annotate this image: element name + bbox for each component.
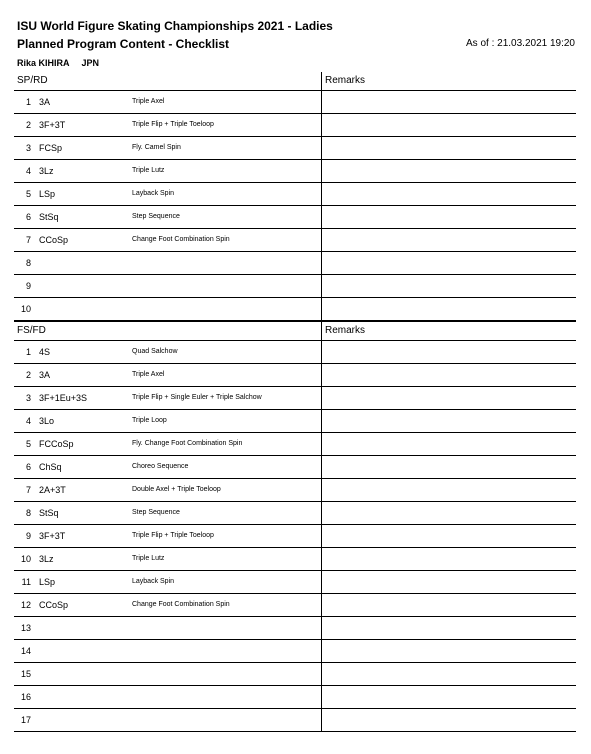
element-number: 1 [25, 97, 31, 107]
element-code: 3A [39, 370, 51, 380]
table-row [14, 229, 576, 252]
table-row [14, 548, 576, 571]
element-number: 2 [25, 120, 31, 130]
table-row [14, 456, 576, 479]
element-number: 7 [25, 235, 31, 245]
table-row [14, 571, 576, 594]
element-code: 3A [39, 97, 51, 107]
table-row [14, 410, 576, 433]
element-number: 16 [20, 692, 31, 702]
element-code: CCoSp [39, 600, 69, 610]
element-number: 8 [25, 258, 31, 268]
element-number: 14 [20, 646, 31, 656]
element-number: 1 [25, 347, 31, 357]
table-row [14, 160, 576, 183]
table-row [14, 364, 576, 387]
section-label: SP/RD [17, 75, 48, 86]
element-number: 6 [25, 212, 31, 222]
table-row [14, 252, 576, 275]
element-description: Change Foot Combination Spin [132, 236, 230, 243]
element-description: Triple Flip + Triple Toeloop [132, 121, 214, 128]
skater-nation: JPN [81, 58, 100, 68]
element-description: Triple Loop [132, 417, 167, 424]
element-number: 13 [20, 623, 31, 633]
element-code: CCoSp [39, 235, 69, 245]
element-number: 12 [20, 600, 31, 610]
table-row [14, 275, 576, 298]
element-description: Layback Spin [132, 578, 175, 585]
remarks-header: Remarks [325, 75, 366, 86]
element-description: Step Sequence [132, 213, 180, 220]
table-row [14, 479, 576, 502]
element-description: Quad Salchow [132, 348, 178, 355]
free-skating-header [14, 321, 576, 341]
short-program-section [14, 72, 576, 321]
table-row [14, 387, 576, 410]
element-number: 7 [25, 485, 31, 495]
element-number: 3 [25, 393, 31, 403]
table-row [14, 663, 576, 686]
element-code: 3F+3T [39, 531, 66, 541]
table-row [14, 709, 576, 732]
element-code: LSp [39, 189, 56, 199]
table-row [14, 525, 576, 548]
element-number: 10 [20, 554, 31, 564]
element-rows [14, 341, 576, 732]
element-number: 6 [25, 462, 31, 472]
skater-info [17, 57, 99, 69]
element-description: Triple Lutz [132, 167, 165, 174]
element-description: Triple Axel [132, 98, 165, 105]
element-code: 3Lz [39, 166, 54, 176]
element-description: Fly. Camel Spin [132, 144, 181, 151]
element-code: FCSp [39, 143, 63, 153]
element-number: 4 [25, 416, 31, 426]
element-description: Step Sequence [132, 509, 180, 516]
element-description: Layback Spin [132, 190, 175, 197]
remarks-header: Remarks [325, 325, 366, 336]
table-row [14, 640, 576, 663]
document-title: ISU World Figure Skating Championships 2021 - Ladies [17, 19, 333, 33]
element-number: 17 [20, 715, 31, 725]
element-number: 15 [20, 669, 31, 679]
table-row [14, 433, 576, 456]
element-number: 9 [25, 281, 31, 291]
element-number: 8 [25, 508, 31, 518]
element-code: ChSq [39, 462, 62, 472]
element-description: Double Axel + Triple Toeloop [132, 486, 221, 493]
element-number: 9 [25, 531, 31, 541]
element-code: 3F+1Eu+3S [39, 393, 88, 403]
table-row [14, 114, 576, 137]
table-row [14, 617, 576, 640]
table-row [14, 686, 576, 709]
element-description: Triple Flip + Single Euler + Triple Salchow [132, 394, 262, 401]
element-rows [14, 91, 576, 321]
short-program-header [14, 72, 576, 91]
as-of-timestamp: As of : 21.03.2021 19:20 [466, 38, 575, 49]
table-row [14, 91, 576, 114]
element-description: Triple Axel [132, 371, 165, 378]
element-code: StSq [39, 508, 59, 518]
element-number: 3 [25, 143, 31, 153]
table-row [14, 594, 576, 617]
table-row [14, 298, 576, 321]
element-code: 4S [39, 347, 51, 357]
element-number: 5 [25, 189, 31, 199]
table-row [14, 183, 576, 206]
element-number: 5 [25, 439, 31, 449]
element-description: Change Foot Combination Spin [132, 601, 230, 608]
element-description: Triple Lutz [132, 555, 165, 562]
element-code: 3F+3T [39, 120, 66, 130]
element-description: Fly. Change Foot Combination Spin [132, 440, 243, 447]
element-description: Triple Flip + Triple Toeloop [132, 532, 214, 539]
table-row [14, 502, 576, 525]
document-subtitle: Planned Program Content - Checklist [17, 37, 230, 51]
element-number: 4 [25, 166, 31, 176]
element-code: 3Lz [39, 554, 54, 564]
element-code: FCCoSp [39, 439, 74, 449]
table-row [14, 137, 576, 160]
element-code: StSq [39, 212, 59, 222]
table-row [14, 341, 576, 364]
element-code: 2A+3T [39, 485, 66, 495]
element-number: 10 [20, 304, 31, 314]
element-code: 3Lo [39, 416, 55, 426]
skater-name: Rika KIHIRA [17, 58, 70, 68]
section-label: FS/FD [17, 325, 46, 336]
table-row [14, 206, 576, 229]
element-number: 2 [25, 370, 31, 380]
element-code: LSp [39, 577, 56, 587]
free-skating-section [14, 321, 576, 732]
element-description: Choreo Sequence [132, 463, 189, 470]
element-number: 11 [21, 577, 31, 587]
